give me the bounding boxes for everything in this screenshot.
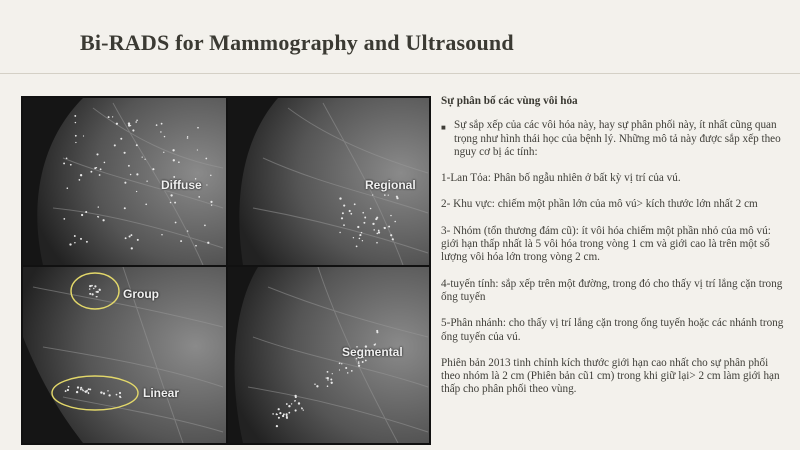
calcification-dot [363,222,365,224]
calcification-dot [170,202,172,204]
calcification-dot [358,361,360,363]
calcification-dot [104,162,106,164]
calcification-dot [331,382,333,384]
calcification-dot [85,211,87,213]
calcification-dot [63,218,65,220]
calcification-dot [327,371,329,373]
calcification-dot [197,149,198,150]
content-text [441,95,786,410]
bullet-item [441,119,786,159]
calcification-dot [99,289,101,291]
calcification-dot [384,227,385,228]
calcification-dot [66,157,68,159]
calcification-dot [116,394,118,396]
calcification-dot [65,390,67,392]
calcification-dot [197,127,199,129]
calcification-dot [341,217,343,219]
calcification-dot [339,362,341,364]
calcification-dot [142,156,143,157]
calcification-dot [89,285,91,287]
calcification-dot [351,370,353,372]
calcification-dot [358,363,359,364]
calcification-dot [175,222,177,224]
calcification-dot [80,388,81,389]
calcification-dot [163,152,164,153]
calcification-dot [376,233,378,235]
calcification-dot [160,131,161,132]
calcification-dot [316,385,318,387]
calcification-dot [354,203,356,205]
calcification-dot [128,122,130,124]
slide-title: Bi-RADS for Mammography and Ultrasound [80,30,514,55]
calcification-dot [174,202,176,204]
calcification-dot [130,234,132,236]
calcification-dot [378,231,380,233]
calcification-dot [198,196,200,198]
calcification-dot [210,201,212,203]
calcification-dot [114,144,116,146]
bullet-text: Sự sắp xếp của các vôi hóa này, hay sự phân phối này, ít nhất cũng quan trọng như hình thái học của bệnh lý. Những mô tả này được sắp xếp theo nguy cơ bị ác tính: [454,119,781,158]
calcification-dot [365,360,367,362]
calcification-dot [120,138,122,140]
calcification-dot [81,214,83,216]
calcification-dot [294,400,296,402]
calcification-dot [326,377,327,378]
calcification-dot [67,389,69,391]
paragraph-segmental: 5-Phân nhánh: cho thấy vị trí lắng cặn trong ống tuyến hoặc các nhánh trong ống tuyến của vú. [441,317,784,343]
calcification-dot [95,291,97,293]
calcification-dot [294,395,296,397]
calcification-dot [372,194,373,195]
mammography-image-grid [21,96,431,445]
calcification-dot [327,377,329,379]
regional-label: Regional [365,178,416,192]
calcification-dot [161,123,163,125]
paragraph-linear: 4-tuyến tính: sắp xếp trên một đường, trong đó cho thấy vị trí lắng cặn trong ống tuyến [441,277,783,303]
calcification-dot [350,213,352,215]
calcification-dot [358,365,360,367]
calcification-dot [102,219,104,221]
calcification-dot [75,142,76,143]
calcification-dot [69,243,71,245]
calcification-dot [362,212,364,214]
calcification-dot [91,293,93,295]
calcification-dot [82,389,83,390]
calcification-dot [100,168,102,170]
calcification-dot [339,369,340,370]
calcification-dot [187,136,188,137]
calcification-dot [303,409,304,410]
calcification-dot [390,234,392,236]
calcification-dot [206,184,207,185]
calcification-dot [277,414,278,415]
calcification-dot [327,379,328,380]
calcification-dot [362,240,363,241]
calcification-dot [136,144,138,146]
calcification-dot [170,194,172,196]
calcification-dot [128,165,130,167]
calcification-dot [86,241,88,243]
calcification-dot [187,230,188,231]
calcification-dot [116,123,118,125]
calcification-dot [119,396,121,398]
calcification-dot [125,237,127,239]
calcification-dot [373,229,375,231]
calcification-dot [283,413,285,415]
calcification-dot [314,384,315,385]
segmental-label: Segmental [342,345,403,359]
calcification-dot [124,152,126,154]
linear-label: Linear [143,386,180,400]
calcification-dot [388,194,389,195]
calcification-dot [89,388,91,390]
paragraph-version-note: Phiên bản 2013 tinh chỉnh kích thước giới hạn cao nhất cho sự phân phối theo nhóm là 2 cm (Phiên bản cũ1 cm) trong khi giữ lại> 2 cm làm giới hạn thấp cho phân phối theo vùng. [441,356,780,396]
calcification-dot [362,361,364,363]
calcification-dot [108,394,110,396]
calcification-dot [339,197,341,199]
calcification-dot [137,239,139,241]
calcification-dot [172,149,174,151]
calcification-dot [145,203,147,205]
calcification-dot [187,137,189,139]
calcification-dot [394,221,396,223]
calcification-dot [291,403,292,404]
calcification-dot [82,390,84,392]
calcification-dot [74,235,76,237]
calcification-dot [131,247,133,249]
calcification-dot [93,288,94,289]
calcification-dot [124,182,126,184]
calcification-dot [84,390,86,392]
calcification-dot [136,173,138,175]
calcification-dot [330,379,332,381]
calcification-dot [68,386,70,388]
calcification-dot [359,238,361,240]
calcification-dot [108,116,110,118]
calcification-dot [343,205,345,207]
calcification-dot [278,408,280,410]
paragraph-group: 3- Nhóm (tổn thương đám cũ): ít vôi hóa chiếm một phần nhỏ của mô vú: giới hạn thấp nhất là 5 vôi hóa trong vòng 1 cm và giới cao là trên một số lượng vôi hóa lớn trong vòng 2 cm. [441,224,771,264]
calcification-dot [295,409,297,411]
calcification-dot [94,285,96,287]
calcification-dot [135,121,137,123]
calcification-dot [164,136,165,137]
calcification-dot [204,225,206,227]
calcification-dot [384,194,386,196]
calcification-dot [272,413,274,415]
calcification-dot [74,242,75,243]
calcification-dot [361,232,363,234]
calcification-dot [345,367,347,369]
calcification-dot [356,246,358,248]
calcification-dot [276,425,278,427]
calcification-dot [396,196,398,198]
calcification-dot [80,174,82,176]
calcification-dot [67,187,69,189]
segmental-mammogram [228,267,429,443]
calcification-dot [372,223,374,225]
calcification-dot [75,122,76,123]
calcification-dot [286,414,288,416]
group-linear-mammogram [23,267,226,443]
calcification-dot [339,232,340,233]
calcification-dot [97,216,99,218]
calcification-dot [288,405,290,407]
calcification-dot [210,175,211,176]
calcification-dot [136,120,138,122]
calcification-dot [75,135,77,137]
calcification-dot [286,403,288,405]
calcification-dot [357,226,359,228]
title-divider [0,73,800,74]
calcification-dot [87,392,89,394]
calcification-dot [74,115,76,117]
calcification-dot [207,242,209,244]
diffuse-label: Diffuse [161,178,202,192]
calcification-dot [347,372,349,374]
calcification-dot [107,390,108,391]
calcification-dot [96,167,97,168]
calcification-dot [353,237,354,238]
calcification-dot [90,171,92,173]
calcification-dot [96,153,98,155]
calcification-dot [332,373,333,374]
calcification-dot [98,206,99,207]
calcification-dot [390,215,391,216]
calcification-dot [211,205,212,206]
calcification-dot [376,217,378,219]
calcification-dot [301,407,302,408]
calcification-dot [195,245,197,247]
calcification-dot [376,242,378,244]
calcification-dot [130,174,132,176]
calcification-dot [370,208,372,210]
calcification-dot [388,226,390,228]
group-label: Group [123,287,159,301]
calcification-dot [132,129,134,131]
calcification-dot [392,238,394,240]
paragraph-regional: 2- Khu vực: chiếm một phần lớn của mô vú> kích thước lớn nhất 2 cm [441,198,758,211]
calcification-dot [288,412,290,414]
calcification-dot [83,135,84,136]
calcification-dot [349,210,351,212]
calcification-dot [278,417,280,419]
calcification-dot [89,293,91,295]
calcification-dot [327,385,329,387]
calcification-dot [180,240,182,242]
bullet-icon: ■ [441,123,446,133]
calcification-dot [178,161,180,163]
regional-mammogram [228,98,429,265]
calcification-dot [286,417,288,419]
calcification-dot [88,389,89,390]
calcification-dot [342,212,344,214]
calcification-dot [103,392,105,394]
calcification-dot [343,224,345,226]
calcification-dot [146,180,147,181]
calcification-dot [364,217,366,219]
calcification-dot [119,392,121,394]
calcification-dot [77,386,79,388]
calcification-dot [79,179,81,181]
paragraph-diffuse: 1-Lan Tỏa: Phân bố ngẫu nhiên ở bất kỳ vị trí của vú. [441,172,681,185]
calcification-dot [156,124,158,126]
calcification-dot [99,174,101,176]
calcification-dot [376,331,378,333]
section-heading: Sự phân bố các vùng vôi hóa [441,95,578,107]
calcification-dot [76,392,77,393]
calcification-dot [161,234,162,235]
calcification-dot [97,296,98,297]
calcification-dot [152,168,154,170]
calcification-dot [298,402,300,404]
calcification-dot [70,164,72,166]
calcification-dot [100,391,102,393]
calcification-dot [341,363,342,364]
diffuse-mammogram [23,98,226,265]
calcification-dot [359,234,361,236]
calcification-dot [124,207,126,209]
calcification-dot [89,288,91,290]
calcification-dot [378,230,380,232]
calcification-dot [63,162,65,164]
calcification-dot [205,158,207,160]
calcification-dot [279,412,281,414]
calcification-dot [80,238,82,240]
calcification-dot [112,116,113,117]
calcification-dot [144,159,145,160]
calcification-dot [136,191,137,192]
calcification-dot [173,159,175,161]
calcification-dot [129,235,131,237]
